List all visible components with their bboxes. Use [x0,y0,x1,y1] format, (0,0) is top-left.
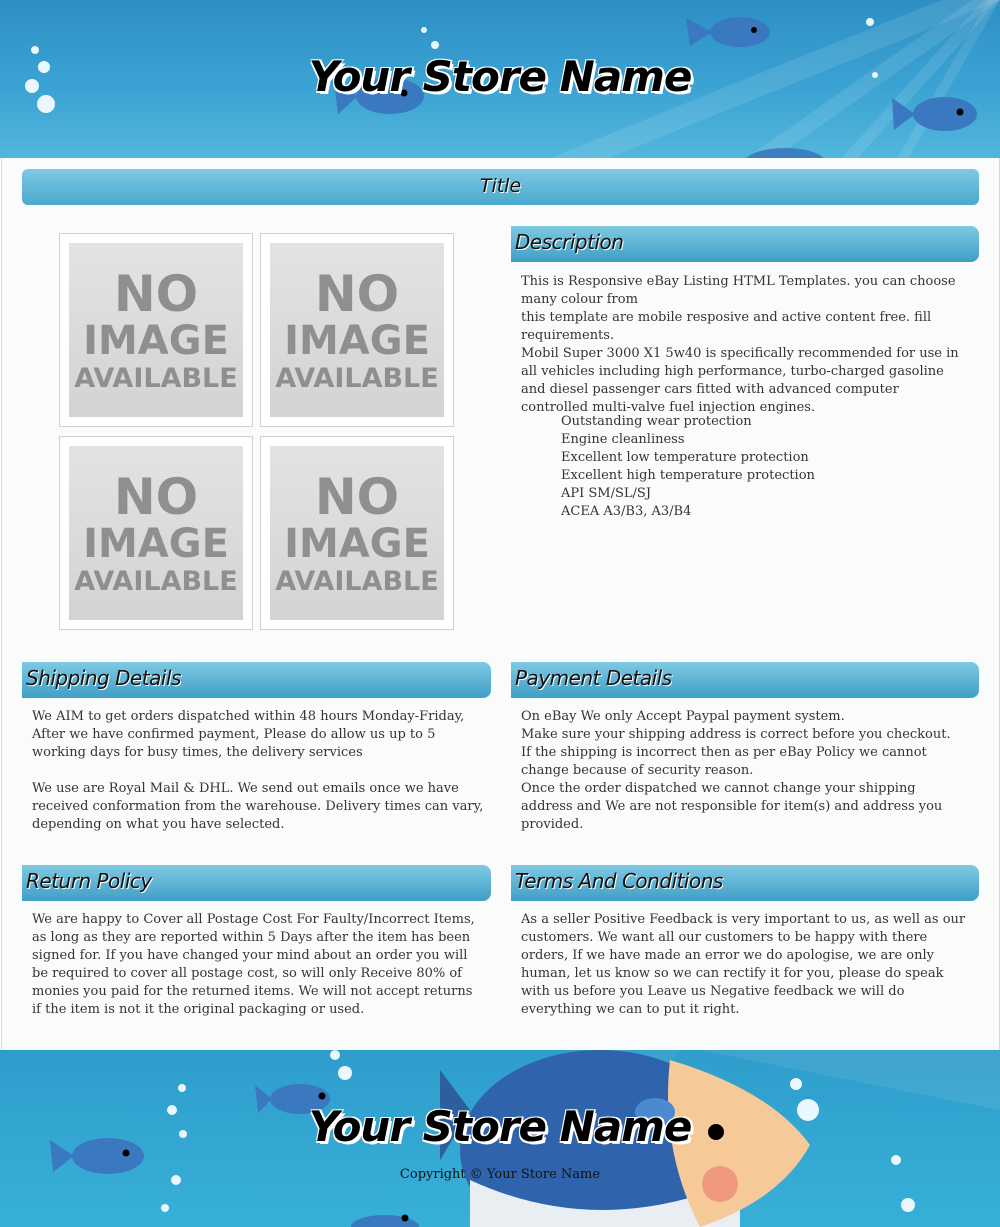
placeholder-text-line: IMAGE [83,317,229,364]
payment-body [521,708,971,834]
placeholder-text-line: NO [314,467,400,526]
fish-icon [745,148,825,158]
product-image-thumbnail[interactable] [260,233,454,427]
shipping-heading: Shipping Details [26,666,181,690]
placeholder-text-line: IMAGE [83,520,229,567]
product-image-thumbnail[interactable] [260,436,454,630]
no-image-placeholder [69,243,243,417]
description-text: This is Responsive eBay Listing HTML Templates. you can choose many colour from this template are mobile resposive and active content free. fill requirements. Mobil Super 3000 X1 5w40 is specifically recommended for use in all vehicles including high performance, turbo-charged gasoline and diesel passenger cars fitted with advanced computer controlled multi-valve fuel injection engines. [521,274,959,415]
product-image-thumbnail[interactable] [59,233,253,427]
feature-item: Engine cleanliness [561,432,685,447]
no-image-placeholder [69,446,243,620]
feature-item: Outstanding wear protection [561,414,752,429]
fish-icon [686,17,770,47]
store-header [0,0,1000,158]
copyright-text: Copyright © Your Store Name [399,1167,601,1182]
placeholder-text-line: NO [314,264,400,323]
fish-icon [892,97,977,131]
description-heading: Description [515,230,624,254]
shipping-text: We AIM to get orders dispatched within 48 hours Monday-Friday, After we have confirmed payment, Please do allow us up to 5 working days for busy times, the delivery services [32,709,465,760]
store-name-heading: Your Store Name [308,52,692,101]
description-header [511,226,979,262]
shipping-body [32,708,484,834]
description-body [521,273,969,417]
no-image-placeholder [270,446,444,620]
terms-heading: Terms And Conditions [515,869,723,893]
no-image-placeholder [270,243,444,417]
returns-heading: Return Policy [26,869,152,893]
shipping-header [22,662,491,698]
shipping-text: We use are Royal Mail & DHL. We send out emails once we have received conformation from the warehouse. Delivery times can vary, depending on what you have selected. [32,781,484,832]
placeholder-text-line: IMAGE [284,520,430,567]
terms-text: As a seller Positive Feedback is very important to us, as well as our customers. We want all our customers to be happy with there orders, If we have made an error we do apologise, we are only human, let us know so we can rectify it for you, please do speak with us before you Leave us Negative feedback we will do everything we can to put it right. [521,912,966,1017]
fish-icon [351,1215,419,1227]
placeholder-text-line: AVAILABLE [74,565,238,597]
terms-body [521,911,973,1019]
returns-text: We are happy to Cover all Postage Cost For Faulty/Incorrect Items, as long as they are reported within 5 Days after the item has been signed for. If you have changed your mind about an order you will be required to cover all postage cost, so will only Receive 80% of monies you paid for the returned items. We will not accept returns if the item is not it the original packaging or used. [32,912,475,1017]
returns-body [32,911,477,1019]
listing-panel [1,158,1000,1050]
placeholder-text-line: AVAILABLE [275,362,439,394]
feature-item: Excellent high temperature protection [561,468,815,483]
payment-heading: Payment Details [515,666,672,690]
terms-header [511,865,979,901]
product-image-thumbnail[interactable] [59,436,253,630]
store-footer [0,1050,1000,1227]
feature-list [561,413,961,521]
placeholder-text-line: IMAGE [284,317,430,364]
placeholder-text-line: AVAILABLE [275,565,439,597]
placeholder-text-line: AVAILABLE [74,362,238,394]
placeholder-text-line: NO [113,264,199,323]
feature-item: API SM/SL/SJ [561,486,652,501]
feature-item: ACEA A3/B3, A3/B4 [561,504,692,519]
payment-text: On eBay We only Accept Paypal payment system. Make sure your shipping address is correct before you checkout. If the shipping is incorrect then as per eBay Policy we cannot change because of security reason. Once the order dispatched we cannot change your shipping address and We are not responsible for item(s) and address you provided. [521,709,951,832]
returns-header [22,865,491,901]
listing-title-bar [22,169,979,205]
payment-header [511,662,979,698]
footer-store-name: Your Store Name [308,1102,692,1151]
listing-title: Title [479,175,522,197]
feature-item: Excellent low temperature protection [561,450,809,465]
placeholder-text-line: NO [113,467,199,526]
